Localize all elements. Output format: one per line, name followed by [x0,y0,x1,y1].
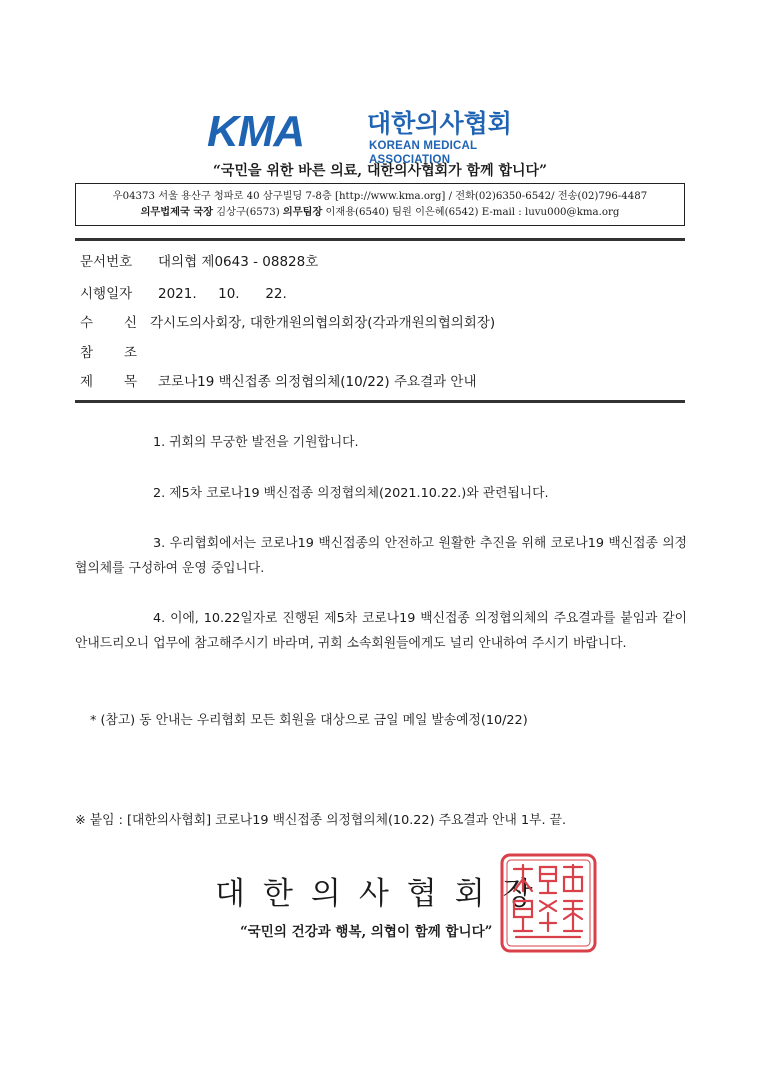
paragraph-2 [75,481,687,506]
recipient-label [80,313,158,333]
recipient-row [80,313,495,333]
contact-value-dept: 김상구(6573) [213,207,283,218]
contact-label-dept: 의무법제국 국장 [140,206,214,218]
kma-logo [207,107,552,166]
paragraph-1-text: 1. 귀회의 무궁한 발전을 기원합니다. [153,435,359,450]
bottom-rule [75,400,685,403]
subject-value: 코로나19 백신접종 의정협의체(10/22) 주요결과 안내 [158,374,477,390]
doc-number-row [80,252,318,272]
sender-name: 대한의사협회장 [215,876,551,912]
reference-label-b: 조 [124,345,138,361]
subject-row [80,372,477,392]
reference-label [80,343,158,363]
date-row [80,284,287,304]
contact-label-team: 의무팀장 [282,206,323,218]
subject-label-b: 목 [124,374,138,390]
subject-label [80,372,158,392]
attachment-line: ※ 붙임 : [대한의사협회] 코로나19 백신접종 의정협의체(10.22) 주요결과 안내 1부. 끝. [75,813,567,828]
reference-note: * (참고) 동 안내는 우리협회 모든 회원을 대상으로 금일 메일 발송예정(10/22) [90,713,528,728]
header-slogan: “국민을 위한 바른 의료, 대한의사협회가 함께 합니다” [212,163,548,179]
recipient-label-a: 수 [80,315,94,331]
paragraph-1 [75,430,687,455]
doc-number-value: 대의협 제0643 - 08828호 [158,254,319,270]
reference-label-a: 참 [80,345,94,361]
logo-korean-name: 대한의사협회 [367,109,512,138]
contact-value-team: 이재용(6540) 팀원 이은혜(6542) E-mail : luvu000@kma.org [322,207,620,218]
date-label: 시행일자 [80,286,133,302]
doc-number-label: 문서번호 [80,254,133,270]
paragraph-2-text: 2. 제5차 코로나19 백신접종 의정협의체(2021.10.22.)와 관련됩니다. [153,486,549,501]
footer-slogan: “국민의 건강과 행복, 의협이 함께 합니다” [240,924,493,940]
contact-line-2 [76,205,684,220]
contact-line-1: 우04373 서울 용산구 청파로 40 삼구빌딩 7-8층 [http://www.kma.org] / 전화(02)6350-6542/ 전송(02)796-4487 [112,191,648,202]
subject-label-a: 제 [80,374,94,390]
logo-english-name: KOREAN MEDICAL ASSOCIATION [369,140,478,166]
reference-row [80,343,158,363]
top-rule [75,238,685,241]
logo-kma-text: KMA [207,107,305,156]
contact-box [75,183,685,226]
paragraph-3: 3. 우리협회에서는 코로나19 백신접종의 안전하고 원활한 추진을 위해 코로나19 백신접종 의정협의체를 구성하여 운영 중입니다. [75,536,687,576]
official-seal-icon [500,853,597,953]
date-value: 2021. 10. 22. [158,286,287,302]
recipient-label-b: 신 [124,315,138,331]
recipient-value: 각시도의사회장, 대한개원의협의회장(각과개원의협의회장) [150,315,496,331]
paragraph-4: 4. 이에, 10.22일자로 진행된 제5차 코로나19 백신접종 의정협의체의 주요결과를 붙임과 같이 안내드리오니 업무에 참고해주시기 바라며, 귀회 소속회원들에게도 널리 안내하여 주시기 바랍니다. [75,611,687,651]
